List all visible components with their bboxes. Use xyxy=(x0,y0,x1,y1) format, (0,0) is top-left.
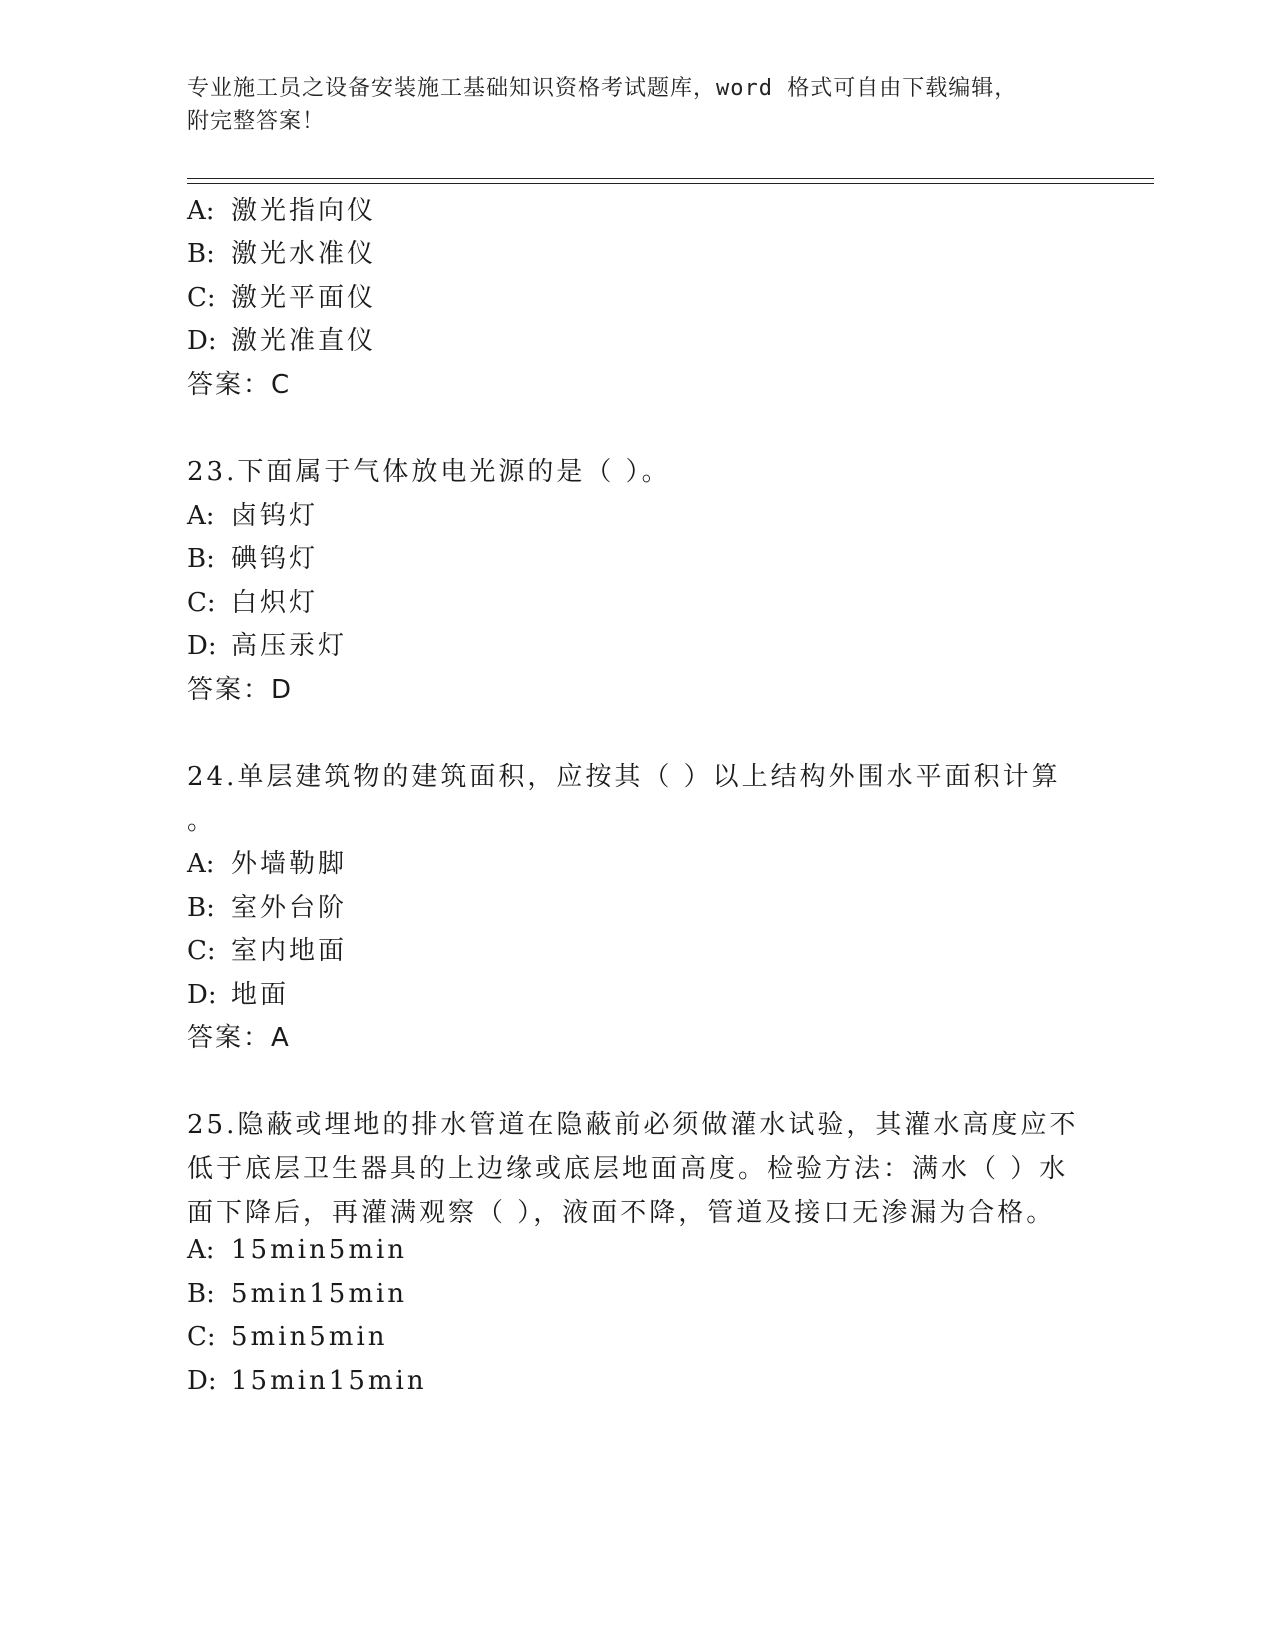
header-divider-bottom xyxy=(187,183,1154,184)
q23-answer: 答案：D xyxy=(187,675,294,705)
q24-option-c: C: 室内地面 xyxy=(187,936,348,966)
q25-option-d: D: 15min15min xyxy=(187,1366,427,1396)
q22-option-b: B: 激光水准仪 xyxy=(187,239,377,269)
q24-answer: 答案：A xyxy=(187,1023,291,1053)
q22-option-c: C: 激光平面仪 xyxy=(187,283,377,313)
q25-stem-line-2: 低于底层卫生器具的上边缘或底层地面高度。检验方法：满水（ ）水 xyxy=(187,1154,1069,1184)
q23-option-c: C: 白炽灯 xyxy=(187,588,319,618)
q24-option-b: B: 室外台阶 xyxy=(187,893,348,923)
q23-option-a: A: 卤钨灯 xyxy=(187,501,319,531)
q24-option-a: A: 外墙勒脚 xyxy=(187,849,348,879)
q25-option-c: C: 5min5min xyxy=(187,1322,388,1352)
header-divider-top xyxy=(187,178,1154,179)
header-line-2: 附完整答案！ xyxy=(187,109,326,134)
q23-option-b: B: 碘钨灯 xyxy=(187,544,319,574)
header-line-1: 专业施工员之设备安装施工基础知识资格考试题库，word 格式可自由下载编辑， xyxy=(187,76,1018,101)
q25-option-b: B: 5min15min xyxy=(187,1279,408,1309)
q25-stem-line-1: 25.隐蔽或埋地的排水管道在隐蔽前必须做灌水试验，其灌水高度应不 xyxy=(187,1110,1079,1140)
document-header xyxy=(187,72,1087,138)
q23-option-d: D: 高压汞灯 xyxy=(187,631,348,661)
q25-option-a: A: 15min5min xyxy=(187,1235,408,1265)
q24-stem-line-2: 。 xyxy=(187,806,217,836)
q24-option-d: D: 地面 xyxy=(187,980,290,1010)
q24-stem-line-1: 24.单层建筑物的建筑面积，应按其（ ）以上结构外围水平面积计算 xyxy=(187,762,1061,792)
q25-stem-line-3: 面下降后，再灌满观察（ ），液面不降，管道及接口无渗漏为合格。 xyxy=(187,1198,1056,1228)
q22-answer: 答案：C xyxy=(187,370,292,400)
q22-option-a: A: 激光指向仪 xyxy=(187,196,377,226)
q23-stem: 23.下面属于气体放电光源的是（ ）。 xyxy=(187,457,671,487)
q22-option-d: D: 激光准直仪 xyxy=(187,326,377,356)
